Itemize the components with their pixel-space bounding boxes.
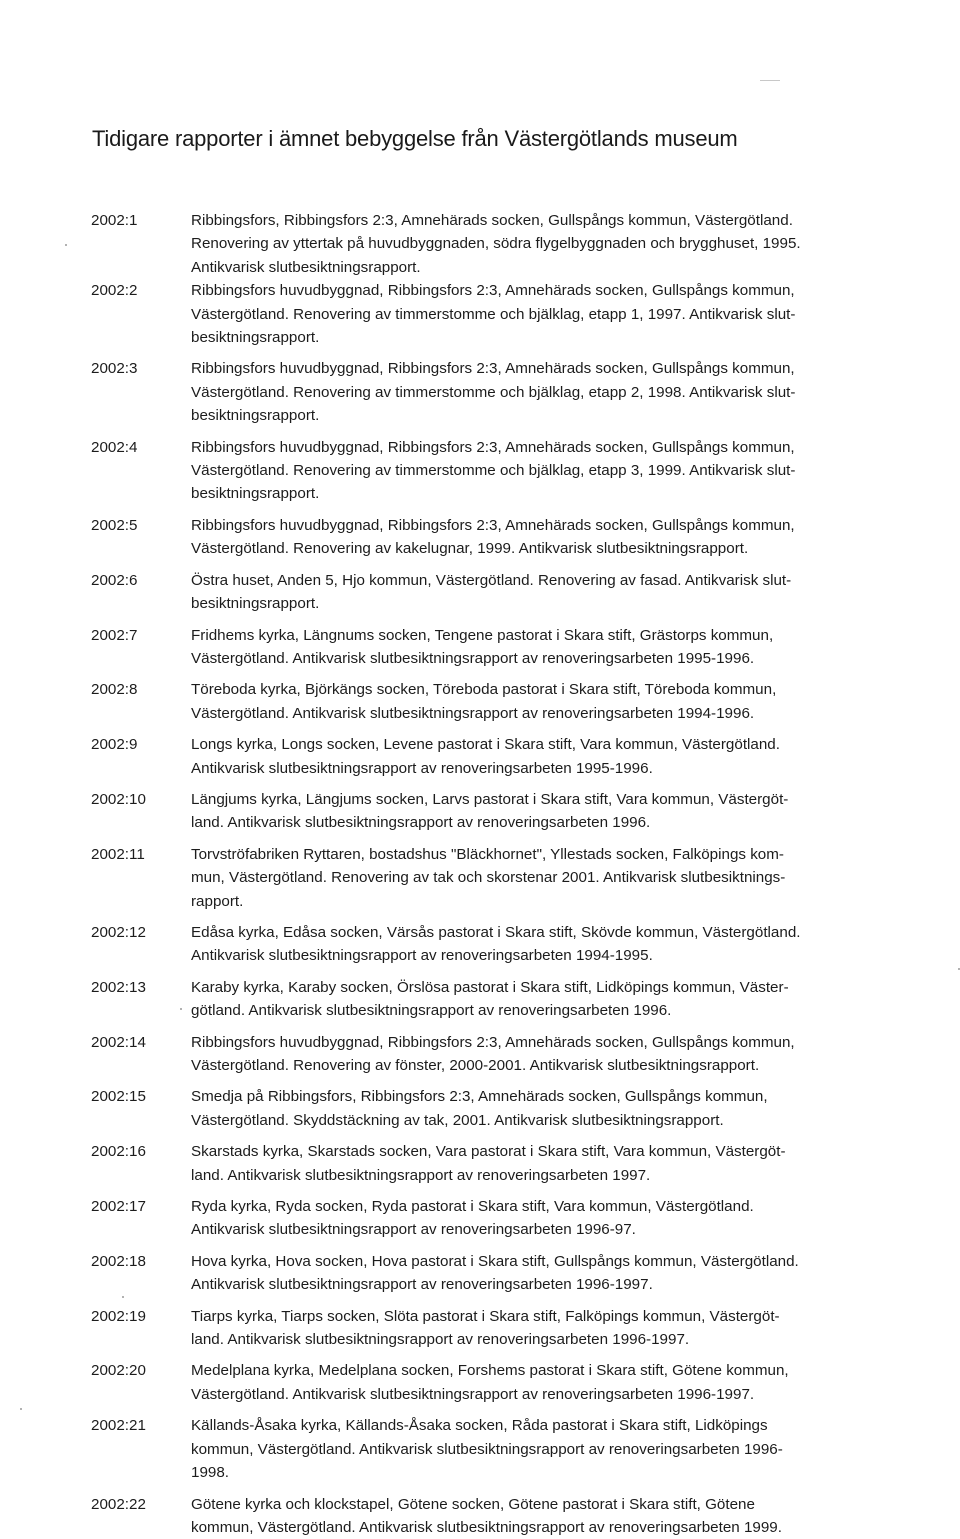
report-description-line: Västergötland. Renovering av timmerstomme och bjälklag, etapp 1, 1997. Antikvarisk slut- — [191, 303, 871, 326]
report-description — [191, 1414, 871, 1484]
report-description-line: Hova kyrka, Hova socken, Hova pastorat i Skara stift, Gullspångs kommun, Västergötland. — [191, 1250, 871, 1273]
report-description-line: Götene kyrka och klockstapel, Götene socken, Götene pastorat i Skara stift, Götene — [191, 1493, 871, 1516]
report-description-line: besiktningsrapport. — [191, 326, 871, 349]
report-description-line: Renovering av yttertak på huvudbyggnaden, södra flygelbyggnaden och brygghuset, 1995. — [191, 232, 871, 255]
report-description-line: land. Antikvarisk slutbesiktningsrapport av renoveringsarbeten 1997. — [191, 1164, 871, 1187]
report-description-line: Medelplana kyrka, Medelplana socken, Forshems pastorat i Skara stift, Götene kommun, — [191, 1359, 871, 1382]
report-number: 2002:18 — [91, 1250, 191, 1273]
report-entry — [91, 1414, 871, 1484]
report-description — [191, 1085, 871, 1132]
report-description-line: Antikvarisk slutbesiktningsrapport. — [191, 256, 871, 279]
report-number: 2002:10 — [91, 788, 191, 811]
scan-speck — [180, 1008, 182, 1010]
report-description-line: besiktningsrapport. — [191, 482, 871, 505]
report-entry — [91, 733, 871, 780]
report-description — [191, 733, 871, 780]
report-description-line: rapport. — [191, 890, 871, 913]
report-description — [191, 1493, 871, 1539]
report-description-line: Longs kyrka, Longs socken, Levene pastorat i Skara stift, Vara kommun, Västergötland. — [191, 733, 871, 756]
report-number: 2002:13 — [91, 976, 191, 999]
report-description — [191, 624, 871, 671]
report-description-line: Ryda kyrka, Ryda socken, Ryda pastorat i Skara stift, Vara kommun, Västergötland. — [191, 1195, 871, 1218]
report-description — [191, 436, 871, 506]
report-number: 2002:4 — [91, 436, 191, 459]
report-description-line: besiktningsrapport. — [191, 404, 871, 427]
report-entry — [91, 624, 871, 671]
report-number: 2002:1 — [91, 209, 191, 232]
report-number: 2002:11 — [91, 843, 191, 866]
report-entry — [91, 976, 871, 1023]
report-number: 2002:8 — [91, 678, 191, 701]
report-description-line: Edåsa kyrka, Edåsa socken, Värsås pastorat i Skara stift, Skövde kommun, Västergötland. — [191, 921, 871, 944]
report-entry — [91, 1031, 871, 1078]
report-number: 2002:6 — [91, 569, 191, 592]
report-description — [191, 1195, 871, 1242]
report-description-line: Antikvarisk slutbesiktningsrapport av renoveringsarbeten 1996-1997. — [191, 1273, 871, 1296]
report-entry — [91, 279, 871, 349]
report-description-line: Västergötland. Antikvarisk slutbesiktningsrapport av renoveringsarbeten 1996-1997. — [191, 1383, 871, 1406]
report-number: 2002:7 — [91, 624, 191, 647]
report-number: 2002:12 — [91, 921, 191, 944]
report-list — [91, 209, 871, 1539]
scan-speck — [20, 1408, 22, 1410]
report-entry — [91, 209, 871, 279]
report-description-line: götland. Antikvarisk slutbesiktningsrapport av renoveringsarbeten 1996. — [191, 999, 871, 1022]
report-description-line: mun, Västergötland. Renovering av tak och skorstenar 2001. Antikvarisk slutbesiktnings- — [191, 866, 871, 889]
report-description-line: Smedja på Ribbingsfors, Ribbingsfors 2:3, Amnehärads socken, Gullspångs kommun, — [191, 1085, 871, 1108]
report-description-line: kommun, Västergötland. Antikvarisk slutbesiktningsrapport av renoveringsarbeten 1999. — [191, 1516, 871, 1539]
report-description — [191, 514, 871, 561]
report-description-line: Ribbingsfors, Ribbingsfors 2:3, Amnehärads socken, Gullspångs kommun, Västergötland. — [191, 209, 871, 232]
report-description — [191, 357, 871, 427]
report-description-line: Västergötland. Antikvarisk slutbesiktningsrapport av renoveringsarbeten 1995-1996. — [191, 647, 871, 670]
report-entry — [91, 1140, 871, 1187]
report-description-line: 1998. — [191, 1461, 871, 1484]
report-description-line: Ribbingsfors huvudbyggnad, Ribbingsfors 2:3, Amnehärads socken, Gullspångs kommun, — [191, 1031, 871, 1054]
report-number: 2002:17 — [91, 1195, 191, 1218]
report-description — [191, 279, 871, 349]
report-description-line: Fridhems kyrka, Längnums socken, Tengene pastorat i Skara stift, Grästorps kommun, — [191, 624, 871, 647]
report-number: 2002:15 — [91, 1085, 191, 1108]
report-description-line: Ribbingsfors huvudbyggnad, Ribbingsfors 2:3, Amnehärads socken, Gullspångs kommun, — [191, 279, 871, 302]
report-number: 2002:3 — [91, 357, 191, 380]
page-title: Tidigare rapporter i ämnet bebyggelse från Västergötlands museum — [92, 126, 738, 152]
report-number: 2002:9 — [91, 733, 191, 756]
report-entry — [91, 1195, 871, 1242]
report-description — [191, 788, 871, 835]
report-description-line: Antikvarisk slutbesiktningsrapport av renoveringsarbeten 1996-97. — [191, 1218, 871, 1241]
report-number: 2002:19 — [91, 1305, 191, 1328]
report-entry — [91, 1305, 871, 1352]
report-description-line: Antikvarisk slutbesiktningsrapport av renoveringsarbeten 1994-1995. — [191, 944, 871, 967]
report-description-line: Västergötland. Antikvarisk slutbesiktningsrapport av renoveringsarbeten 1994-1996. — [191, 702, 871, 725]
scan-speck — [65, 244, 67, 246]
report-description-line: Västergötland. Skyddstäckning av tak, 2001. Antikvarisk slutbesiktningsrapport. — [191, 1109, 871, 1132]
report-description — [191, 1140, 871, 1187]
report-entry — [91, 678, 871, 725]
report-entry — [91, 843, 871, 913]
report-description-line: land. Antikvarisk slutbesiktningsrapport av renoveringsarbeten 1996-1997. — [191, 1328, 871, 1351]
report-number: 2002:20 — [91, 1359, 191, 1382]
report-description-line: Torvströfabriken Ryttaren, bostadshus "Bläckhornet", Yllestads socken, Falköpings kom- — [191, 843, 871, 866]
report-entry — [91, 569, 871, 616]
report-entry — [91, 436, 871, 506]
report-number: 2002:2 — [91, 279, 191, 302]
report-number: 2002:14 — [91, 1031, 191, 1054]
report-description-line: Västergötland. Renovering av kakelugnar, 1999. Antikvarisk slutbesiktningsrapport. — [191, 537, 871, 560]
report-number: 2002:16 — [91, 1140, 191, 1163]
scan-speck — [122, 1296, 124, 1298]
report-description-line: Västergötland. Renovering av fönster, 2000-2001. Antikvarisk slutbesiktningsrapport. — [191, 1054, 871, 1077]
report-entry — [91, 921, 871, 968]
scan-speck — [760, 80, 780, 81]
report-number: 2002:22 — [91, 1493, 191, 1516]
report-description-line: Skarstads kyrka, Skarstads socken, Vara pastorat i Skara stift, Vara kommun, Västergöt- — [191, 1140, 871, 1163]
report-entry — [91, 357, 871, 427]
report-description-line: Västergötland. Renovering av timmerstomme och bjälklag, etapp 2, 1998. Antikvarisk slut- — [191, 381, 871, 404]
report-description-line: Ribbingsfors huvudbyggnad, Ribbingsfors 2:3, Amnehärads socken, Gullspångs kommun, — [191, 514, 871, 537]
report-description-line: Töreboda kyrka, Björkängs socken, Töreboda pastorat i Skara stift, Töreboda kommun, — [191, 678, 871, 701]
report-description-line: Ribbingsfors huvudbyggnad, Ribbingsfors 2:3, Amnehärads socken, Gullspångs kommun, — [191, 357, 871, 380]
report-description-line: kommun, Västergötland. Antikvarisk slutbesiktningsrapport av renoveringsarbeten 1996- — [191, 1438, 871, 1461]
report-description — [191, 843, 871, 913]
report-description-line: Ribbingsfors huvudbyggnad, Ribbingsfors 2:3, Amnehärads socken, Gullspångs kommun, — [191, 436, 871, 459]
report-description-line: Antikvarisk slutbesiktningsrapport av renoveringsarbeten 1995-1996. — [191, 757, 871, 780]
report-entry — [91, 788, 871, 835]
report-description — [191, 1359, 871, 1406]
report-description — [191, 1305, 871, 1352]
report-description — [191, 209, 871, 279]
report-description — [191, 976, 871, 1023]
report-entry — [91, 1250, 871, 1297]
report-description — [191, 921, 871, 968]
report-entry — [91, 1493, 871, 1539]
report-number: 2002:21 — [91, 1414, 191, 1437]
report-entry — [91, 1359, 871, 1406]
report-entry — [91, 514, 871, 561]
report-description — [191, 569, 871, 616]
report-description-line: Västergötland. Renovering av timmerstomme och bjälklag, etapp 3, 1999. Antikvarisk slut- — [191, 459, 871, 482]
report-description-line: Karaby kyrka, Karaby socken, Örslösa pastorat i Skara stift, Lidköpings kommun, Väster- — [191, 976, 871, 999]
report-entry — [91, 1085, 871, 1132]
report-description-line: Längjums kyrka, Längjums socken, Larvs pastorat i Skara stift, Vara kommun, Västergöt- — [191, 788, 871, 811]
report-description — [191, 1031, 871, 1078]
report-description — [191, 1250, 871, 1297]
report-description-line: Källands-Åsaka kyrka, Källands-Åsaka socken, Råda pastorat i Skara stift, Lidköpings — [191, 1414, 871, 1437]
report-description-line: Östra huset, Anden 5, Hjo kommun, Västergötland. Renovering av fasad. Antikvarisk slut- — [191, 569, 871, 592]
report-description-line: Tiarps kyrka, Tiarps socken, Slöta pastorat i Skara stift, Falköpings kommun, Västergöt- — [191, 1305, 871, 1328]
report-number: 2002:5 — [91, 514, 191, 537]
report-description-line: besiktningsrapport. — [191, 592, 871, 615]
report-description — [191, 678, 871, 725]
report-description-line: land. Antikvarisk slutbesiktningsrapport av renoveringsarbeten 1996. — [191, 811, 871, 834]
